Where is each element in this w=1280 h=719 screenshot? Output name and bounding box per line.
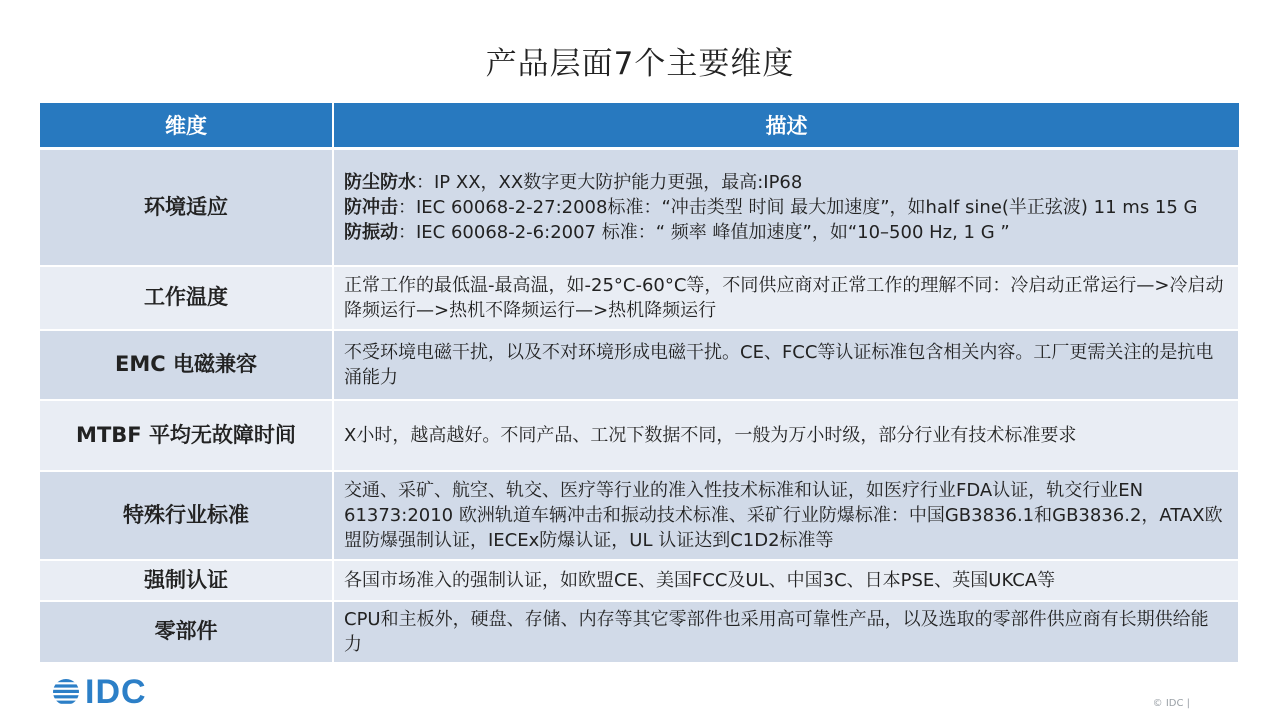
table-row <box>40 601 1239 663</box>
dimension-label: 强制认证 <box>144 567 228 592</box>
description-cell <box>333 400 1239 471</box>
dimension-cell <box>40 330 333 400</box>
description-cell <box>333 149 1239 266</box>
description-line: X小时，越高越好。不同产品、工况下数据不同，一般为万小时级，部分行业有技术标准要求 <box>344 424 1077 446</box>
idc-globe-icon <box>52 678 80 706</box>
table-row <box>40 149 1239 266</box>
line-label: 防尘防水 <box>344 171 416 193</box>
description-line: CPU和主板外，硬盘、存储、内存等其它零部件也采用高可靠性产品，以及选取的零部件供应商有长期供给能力 <box>344 608 1209 655</box>
footer-copyright: © IDC | <box>1152 698 1190 709</box>
header-dimension: 维度 <box>40 103 333 149</box>
line-text: ：IEC 60068-2-6:2007 标准：“ 频率 峰值加速度”，如“10–500 Hz, 1 G ” <box>398 221 1010 243</box>
table-row <box>40 400 1239 471</box>
description-cell <box>333 471 1239 560</box>
line-label: 防振动 <box>344 221 398 243</box>
table-row <box>40 471 1239 560</box>
description-cell <box>333 266 1239 330</box>
dimension-sublabel: 电磁兼容 <box>172 352 257 376</box>
line-text: ：IP XX，XX数字更大防护能力更强，最高:IP68 <box>416 171 803 193</box>
dimension-sublabel: 平均无故障时间 <box>148 422 296 447</box>
description-cell <box>333 330 1239 400</box>
table-row <box>40 266 1239 330</box>
description-line: 各国市场准入的强制认证，如欧盟CE、美国FCC及UL、中国3C、日本PSE、英国UKCA等 <box>344 569 1056 591</box>
line-text: ：IEC 60068-2-27:2008标准：“冲击类型 时间 最大加速度”，如half sine(半正弦波) 11 ms 15 G <box>398 196 1198 218</box>
dimension-cell <box>40 400 333 471</box>
table-row <box>40 330 1239 400</box>
dimensions-table <box>40 103 1240 664</box>
description-line: 正常工作的最低温-最高温，如-25°C-60°C等，不同供应商对正常工作的理解不同：冷启动正常运行—>冷启动降频运行—>热机不降频运行—>热机降频运行 <box>344 274 1224 321</box>
header-description: 描述 <box>333 103 1239 149</box>
dimension-label: 工作温度 <box>144 285 228 309</box>
dimension-label: 零部件 <box>154 619 218 643</box>
description-line <box>344 220 1226 245</box>
dimension-label: 特殊行业标准 <box>123 502 249 527</box>
slide-title: 产品层面7个主要维度 <box>485 46 795 82</box>
dimension-cell <box>40 601 333 663</box>
dimension-cell <box>40 471 333 560</box>
table-header-row <box>40 103 1239 149</box>
dimension-cell <box>40 266 333 330</box>
dimension-cell <box>40 560 333 601</box>
description-line: 交通、采矿、航空、轨交、医疗等行业的准入性技术标准和认证，如医疗行业FDA认证，轨交行业EN 61373:2010 欧洲轨道车辆冲击和振动技术标准、采矿行业防爆标准：中国GB3836.1和GB3836.2，ATAX欧盟防爆强制认证，IECEx防爆认证，UL 认证达到C1D2标准等 <box>344 479 1223 551</box>
table-row <box>40 560 1239 601</box>
dimension-label: 环境适应 <box>144 194 228 219</box>
description-line: 不受环境电磁干扰，以及不对环境形成电磁干扰。CE、FCC等认证标准包含相关内容。工厂更需关注的是抗电涌能力 <box>344 341 1214 388</box>
idc-logo <box>52 674 147 710</box>
description-cell <box>333 601 1239 663</box>
description-line <box>344 170 1226 195</box>
description-line <box>344 195 1226 220</box>
line-label: 防冲击 <box>344 196 398 218</box>
idc-logo-text: IDC <box>85 673 147 711</box>
dimension-cell <box>40 149 333 266</box>
dimension-label: MTBF <box>76 422 142 447</box>
dimension-label: EMC <box>115 352 166 376</box>
description-cell <box>333 560 1239 601</box>
